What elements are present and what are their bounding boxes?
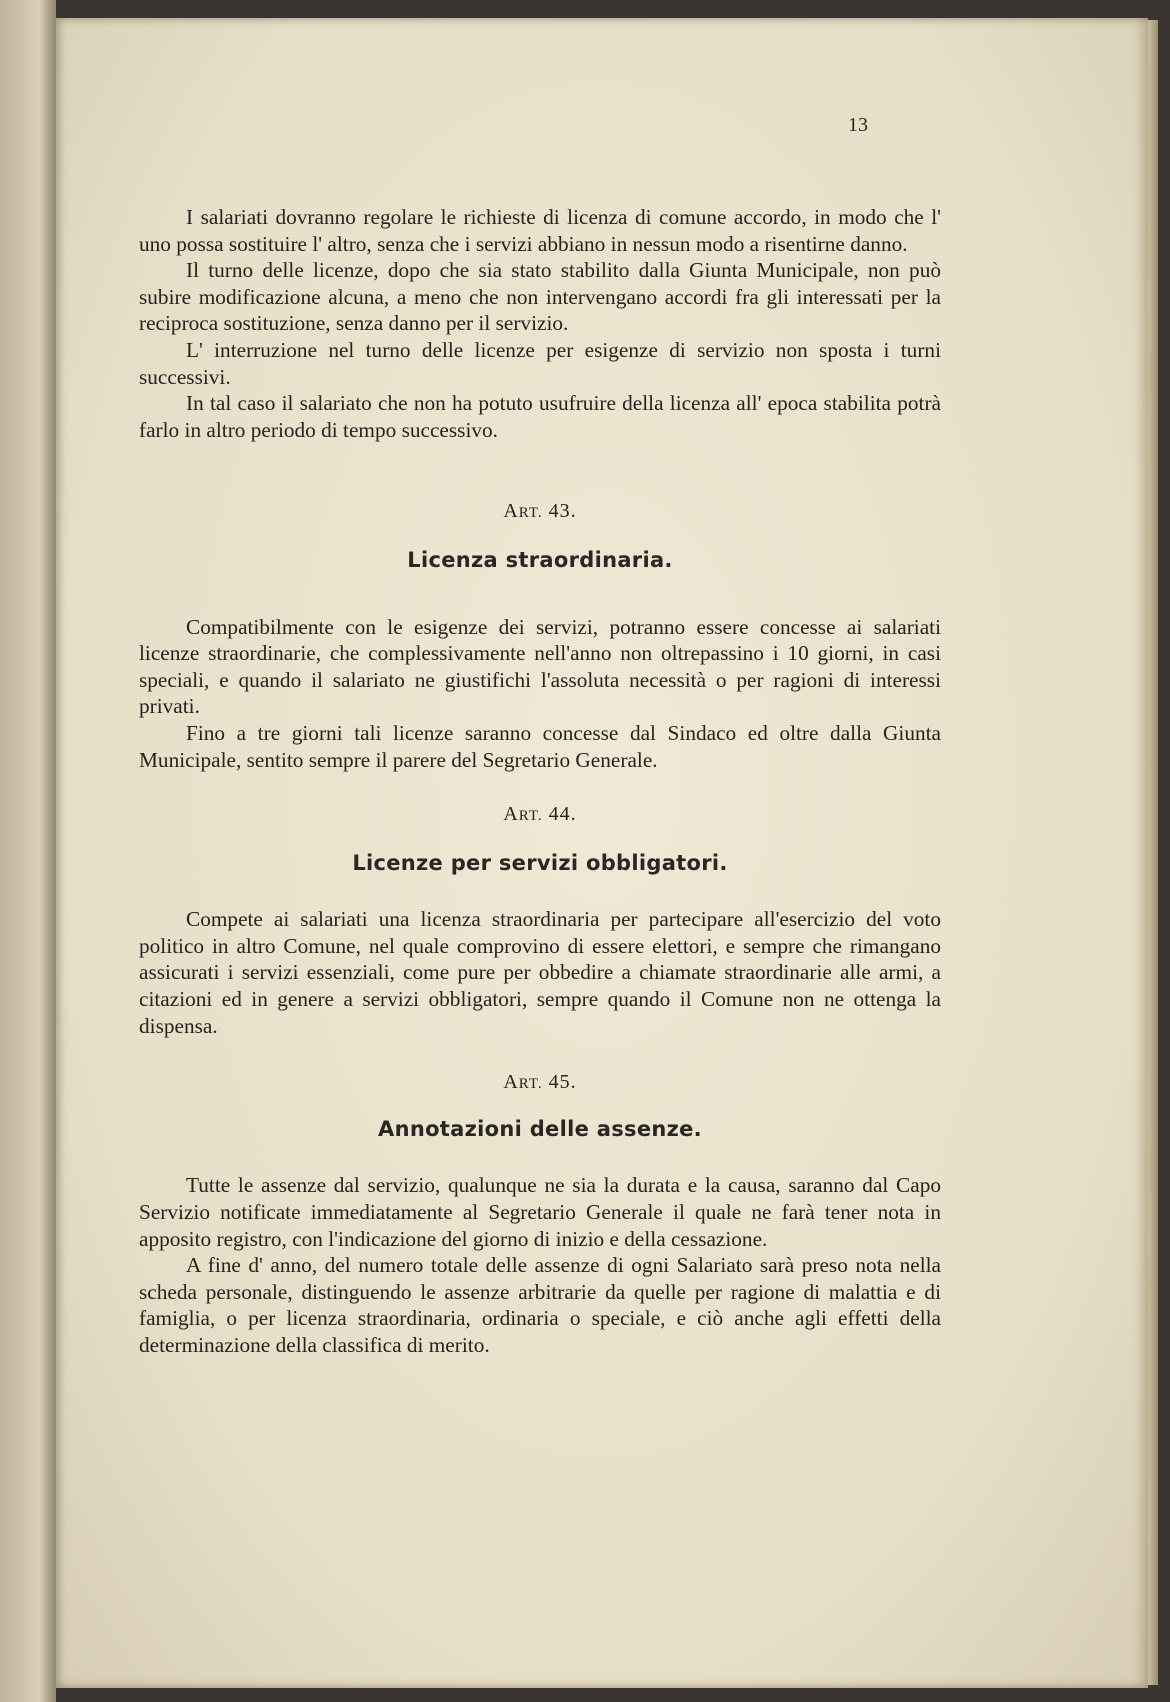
paragraph: Compatibilmente con le esigenze dei servizi, potranno essere concesse ai salariati licenze straordinarie, che complessivamente nell'anno non oltrepassino i 10 giorni, in casi speciali, e quando il salariato ne giustifichi l'assoluta necessità o per ragioni di interessi privati.	[139, 614, 941, 719]
previous-page-edge	[0, 0, 56, 1702]
article-label: ART. 45.	[503, 1071, 577, 1094]
paragraph: Tutte le assenze dal servizio, qualunque ne sia la durata e la causa, saranno dal Capo Servizio notificate immediatamente al Segretario Generale il quale ne farà tener nota in apposito registro, con l'indicazione del giorno di inizio e della cessazione.	[139, 1173, 941, 1251]
paragraph: I salariati dovranno regolare le richieste di licenza di comune accordo, in modo che l' uno possa sostituire l' altro, senza che i servizi abbiano in nessun modo a risentirne danno.	[139, 205, 941, 256]
paragraph: Compete ai salariati una licenza straordinaria per partecipare all'esercizio del voto politico in altro Comune, nel quale comprovino di essere elettori, e sempre che rimangano assicurati i servizi essenziali, come pure per obbedire a chiamate straordinarie alle armi, a citazioni ed in genere a servizi obbligatori, sempre quando il Comune non ne ottenga la dispensa.	[139, 907, 941, 1038]
page-number: 13	[848, 114, 868, 136]
paragraph: In tal caso il salariato che non ha potuto usufruire della licenza all' epoca stabilita potrà farlo in altro periodo di tempo successivo.	[139, 391, 941, 442]
page-stack-edge	[1148, 20, 1158, 1685]
article-label: ART. 44.	[503, 803, 577, 826]
paragraph: Fino a tre giorni tali licenze saranno concesse dal Sindaco ed oltre dalla Giunta Municipale, sentito sempre il parere del Segretario Generale.	[139, 720, 941, 772]
paragraph: L' interruzione nel turno delle licenze per esigenze di servizio non sposta i turni successivi.	[139, 337, 941, 389]
page-body	[139, 204, 941, 1359]
article-label: ART. 43.	[503, 500, 577, 523]
paragraph: A fine d' anno, del numero totale delle assenze di ogni Salariato sarà preso nota nella scheda personale, distinguendo le assenze arbitrarie da quelle per ragione di malattia e di famiglia, o per licenza straordinaria, ordinaria o speciale, e ciò anche agli effetti della determinazione della classifica di merito.	[139, 1253, 941, 1357]
paragraph: Il turno delle licenze, dopo che sia stato stabilito dalla Giunta Municipale, non può subire modificazione alcuna, a meno che non intervengano accordi fra gli interessati per la reciproca sostituzione, senza danno per il servizio.	[139, 258, 941, 336]
article-title: Annotazioni delle assenze.	[378, 1116, 702, 1141]
article-title: Licenza straordinaria.	[407, 547, 673, 572]
article-title: Licenze per servizi obbligatori.	[352, 850, 728, 875]
